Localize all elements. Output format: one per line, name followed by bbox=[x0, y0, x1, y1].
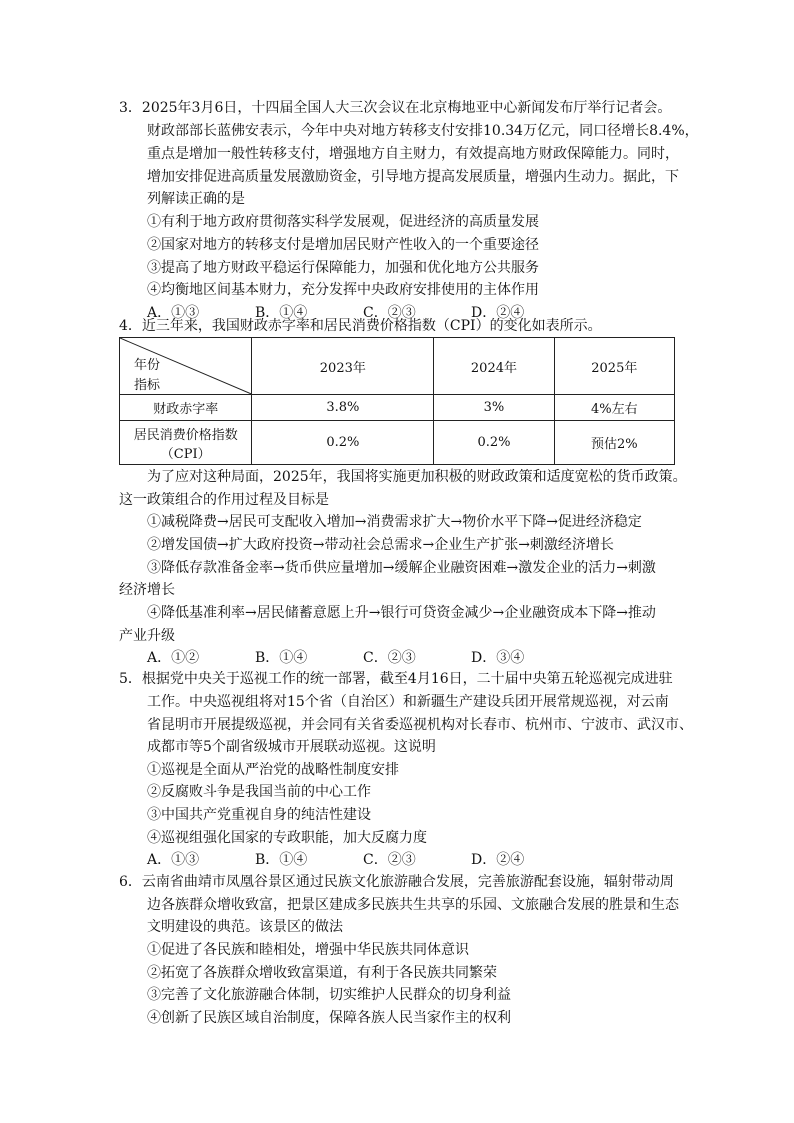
q3-statement-1: ①有利于地方政府贯彻落实科学发展观，促进经济的高质量发展 bbox=[147, 214, 539, 230]
q3-statement-2: ②国家对地方的转移支付是增加居民财产性收入的一个重要途径 bbox=[147, 237, 539, 253]
q5-statement-4: ④巡视组强化国家的专政职能，加大反腐力度 bbox=[147, 830, 427, 846]
q5-line-1: 5．根据党中央关于巡视工作的统一部署，截至4月16日，二十届中央第五轮巡视完成进驻 bbox=[119, 671, 673, 687]
q4-statement-4-cont: 产业升级 bbox=[119, 628, 175, 644]
q5-line-4: 成都市等5个副省级城市开展联动巡视。这说明 bbox=[147, 739, 436, 755]
q6-statement-3: ③完善了文化旅游融合体制，切实维护人民群众的切身利益 bbox=[147, 987, 511, 1003]
q6-line-2: 边各族群众增收致富，把景区建成多民族共生共享的乐园、文旅融合发展的胜景和生态 bbox=[147, 897, 679, 913]
q5-statement-2: ②反腐败斗争是我国当前的中心工作 bbox=[147, 784, 371, 800]
q5-statement-1: ①巡视是全面从严治党的战略性制度安排 bbox=[147, 762, 399, 778]
q4-intro: 4．近三年来，我国财政赤字率和居民消费价格指数（CPI）的变化如表所示。 bbox=[119, 318, 602, 334]
q6-statement-4: ④创新了民族区域自治制度，保障各族人民当家作主的权利 bbox=[147, 1010, 511, 1026]
q4-statement-3: ③降低存款准备金率→货币供应量增加→缓解企业融资困难→激发企业的活力→刺激 bbox=[147, 560, 656, 576]
q4-option-c[interactable]: C．②③ bbox=[363, 650, 416, 666]
q5-option-c[interactable]: C．②③ bbox=[363, 852, 416, 868]
table-col-2025: 2025年 bbox=[554, 338, 674, 395]
header-indicator-label: 指标 bbox=[134, 378, 161, 393]
q5-option-b[interactable]: B．①④ bbox=[255, 852, 308, 868]
q3-option-b[interactable]: B．①④ bbox=[255, 305, 308, 321]
q5-statement-3: ③中国共产党重视自身的纯洁性建设 bbox=[147, 807, 371, 823]
table-cell: 0.2% bbox=[252, 421, 434, 465]
q6-statement-1: ①促进了各民族和睦相处，增强中华民族共同体意识 bbox=[147, 942, 469, 958]
q3-option-c[interactable]: C．②③ bbox=[363, 305, 416, 321]
table-cell: 预估2% bbox=[554, 421, 674, 465]
cpi-label-line-2: （CPI） bbox=[160, 446, 211, 462]
table-cell: 3.8% bbox=[252, 395, 434, 421]
q3-statement-3: ③提高了地方财政平稳运行保障能力，加强和优化地方公共服务 bbox=[147, 260, 539, 276]
q5-line-2: 工作。中央巡视组将对15个省（自治区）和新疆生产建设兵团开展常规巡视，对云南 bbox=[147, 694, 669, 710]
q3-line-3: 重点是增加一般性转移支付，增强地方自主财力，有效提高地方财政保障能力。同时， bbox=[147, 146, 679, 162]
q3-line-1: 3．2025年3月6日，十四届全国人大三次会议在北京梅地亚中心新闻发布厅举行记者会。 bbox=[119, 100, 672, 116]
q5-option-a[interactable]: A．①③ bbox=[147, 852, 200, 868]
q3-option-d[interactable]: D．②④ bbox=[471, 305, 525, 321]
q4-line-2: 这一政策组合的作用过程及目标是 bbox=[119, 492, 329, 508]
table-header-corner bbox=[120, 338, 252, 395]
q4-statement-1: ①减税降费→居民可支配收入增加→消费需求扩大→物价水平下降→促进经济稳定 bbox=[147, 514, 642, 530]
q3-line-4: 增加安排促进高质量发展激励资金，引导地方提高发展质量，增强内生动力。据此，下 bbox=[147, 169, 679, 185]
q3-line-2: 财政部部长蓝佛安表示，今年中央对地方转移支付安排10.34万亿元，同口径增长8.4%， bbox=[147, 123, 699, 139]
q3-statement-4: ④均衡地区间基本财力，充分发挥中央政府安排使用的主体作用 bbox=[147, 282, 539, 298]
q6-statement-2: ②拓宽了各族群众增收致富渠道，有利于各民族共同繁荣 bbox=[147, 965, 497, 981]
q6-line-3: 文明建设的典范。该景区的做法 bbox=[147, 919, 343, 935]
q5-line-3: 省昆明市开展提级巡视，并会同有关省委巡视机构对长春市、杭州市、宁波市、武汉市、 bbox=[147, 717, 693, 733]
table-cell: 4%左右 bbox=[554, 395, 674, 421]
q4-options bbox=[147, 648, 579, 668]
cpi-label-line-1: 居民消费价格指数 bbox=[133, 427, 238, 443]
header-year-label: 年份 bbox=[134, 358, 161, 373]
q4-line-1: 为了应对这种局面，2025年，我国将实施更加积极的财政政策和适度宽松的货币政策。 bbox=[147, 469, 687, 485]
q4-option-d[interactable]: D．③④ bbox=[471, 650, 525, 666]
table-cell: 3% bbox=[434, 395, 554, 421]
table-row-label-cpi bbox=[120, 421, 252, 465]
q5-options bbox=[147, 850, 579, 870]
q6-line-1: 6．云南省曲靖市凤凰谷景区通过民族文化旅游融合发展，完善旅游配套设施，辐射带动周 bbox=[119, 874, 674, 890]
q4-statement-4: ④降低基准利率→居民储蓄意愿上升→银行可贷资金减少→企业融资成本下降→推动 bbox=[147, 605, 656, 621]
table-row-label-deficit: 财政赤字率 bbox=[120, 395, 252, 421]
q4-option-a[interactable]: A．①② bbox=[147, 650, 200, 666]
q4-option-b[interactable]: B．①④ bbox=[255, 650, 308, 666]
q4-statement-3-cont: 经济增长 bbox=[119, 582, 175, 598]
q5-option-d[interactable]: D．②④ bbox=[471, 852, 525, 868]
table-cell: 0.2% bbox=[434, 421, 554, 465]
table-col-2024: 2024年 bbox=[434, 338, 554, 395]
q4-statement-2: ②增发国债→扩大政府投资→带动社会总需求→企业生产扩张→刺激经济增长 bbox=[147, 537, 614, 553]
data-table bbox=[119, 337, 675, 465]
table-col-2023: 2023年 bbox=[252, 338, 434, 395]
q3-line-5: 列解读正确的是 bbox=[147, 191, 245, 207]
q3-option-a[interactable]: A．①③ bbox=[147, 305, 200, 321]
